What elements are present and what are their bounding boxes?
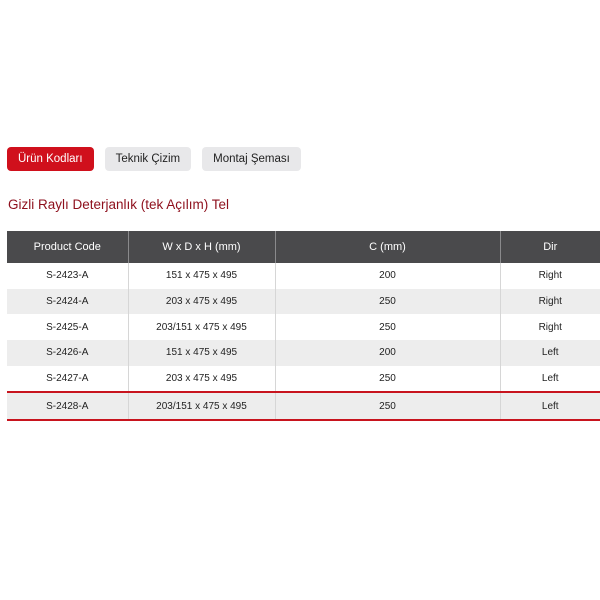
table-row — [7, 314, 600, 340]
tab-urun-kodlari[interactable]: Ürün Kodları — [7, 147, 94, 171]
table-header-row — [7, 231, 600, 263]
table-row — [7, 340, 600, 366]
cell-product-code: S-2427-A — [7, 366, 128, 393]
cell-dimensions: 203 x 475 x 495 — [128, 366, 275, 393]
cell-product-code: S-2426-A — [7, 340, 128, 366]
blank-header-area — [0, 0, 600, 120]
table-row-highlighted — [7, 392, 600, 420]
cell-dir: Left — [500, 366, 600, 393]
cell-c: 250 — [275, 314, 500, 340]
table-row — [7, 263, 600, 289]
cell-dir: Right — [500, 289, 600, 315]
cell-dimensions: 151 x 475 x 495 — [128, 340, 275, 366]
cell-dimensions: 203/151 x 475 x 495 — [128, 392, 275, 420]
cell-c: 250 — [275, 392, 500, 420]
cell-dir: Left — [500, 392, 600, 420]
cell-dimensions: 203/151 x 475 x 495 — [128, 314, 275, 340]
cell-dir: Right — [500, 314, 600, 340]
cell-product-code: S-2425-A — [7, 314, 128, 340]
cell-c: 250 — [275, 289, 500, 315]
cell-product-code: S-2428-A — [7, 392, 128, 420]
column-header-product-code: Product Code — [7, 231, 128, 263]
tab-teknik-cizim[interactable]: Teknik Çizim — [105, 147, 192, 171]
section-heading: Gizli Raylı Deterjanlık (tek Açılım) Tel — [8, 197, 230, 212]
cell-dir: Left — [500, 340, 600, 366]
tab-montaj-semasi[interactable]: Montaj Şeması — [202, 147, 301, 171]
cell-product-code: S-2424-A — [7, 289, 128, 315]
cell-c: 250 — [275, 366, 500, 393]
cell-c: 200 — [275, 263, 500, 289]
tab-bar — [7, 147, 301, 171]
table-row — [7, 289, 600, 315]
cell-dimensions: 151 x 475 x 495 — [128, 263, 275, 289]
column-header-dimensions: W x D x H (mm) — [128, 231, 275, 263]
cell-dir: Right — [500, 263, 600, 289]
column-header-c: C (mm) — [275, 231, 500, 263]
column-header-dir: Dir — [500, 231, 600, 263]
cell-product-code: S-2423-A — [7, 263, 128, 289]
cell-dimensions: 203 x 475 x 495 — [128, 289, 275, 315]
table-row — [7, 366, 600, 393]
product-table — [7, 231, 600, 421]
cell-c: 200 — [275, 340, 500, 366]
